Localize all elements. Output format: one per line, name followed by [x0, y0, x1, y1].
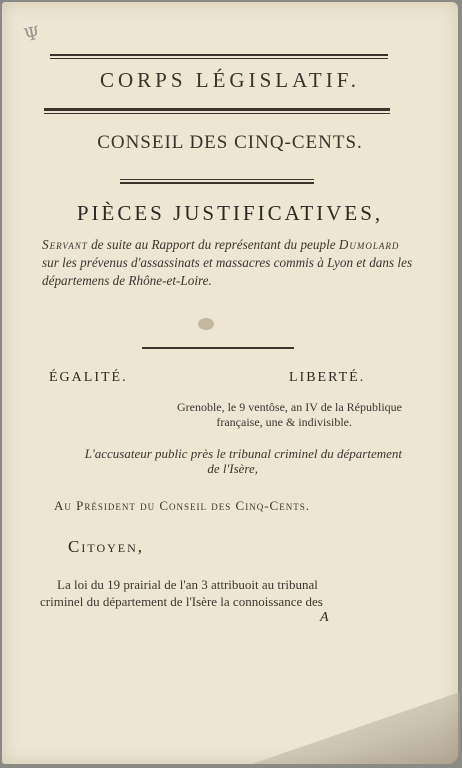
folded-corner	[252, 692, 460, 764]
document-page	[2, 2, 458, 764]
addressee: Au Président du Conseil des Cinq-Cents.	[54, 498, 310, 513]
date-line-1: Grenoble, le 9 ventôse, an IV de la République	[176, 400, 402, 414]
accuser-line-1: L'accusateur public près le tribunal criminel du département	[84, 446, 402, 461]
council-heading: CONSEIL DES CINQ-CENTS.	[97, 132, 363, 153]
motto-egalite: ÉGALITÉ.	[49, 370, 128, 385]
ink-stain	[198, 318, 214, 330]
subtitle-part2: sur les prévenus d'assassinats et massacres commis à Lyon et dans les départemens de Rhône-et-Loire.	[42, 255, 413, 288]
header-top-rule	[50, 54, 388, 56]
subtitle-lead: Servant	[42, 237, 88, 252]
council-rule	[120, 179, 314, 180]
corps-legislatif-heading: CORPS LÉGISLATIF.	[99, 68, 360, 92]
section-rule	[142, 347, 294, 349]
header-bottom-rule	[44, 108, 390, 111]
body-line-2: criminel du département de l'Isère la connoissance des	[40, 594, 323, 609]
body-line-1: La loi du 19 prairial de l'an 3 attribuoit au tribunal	[57, 577, 318, 592]
council-rule-thick	[120, 182, 314, 184]
motto-liberte: LIBERTÉ.	[289, 370, 366, 385]
signature-mark: A	[320, 610, 329, 625]
date-line-2: française, une & indivisible.	[216, 415, 352, 429]
accuser-line-2: de l'Isère,	[207, 461, 258, 476]
salutation: Citoyen,	[68, 537, 145, 556]
subtitle-paragraph	[42, 236, 414, 290]
subtitle-name: Dumolard	[338, 237, 400, 252]
document-title: PIÈCES JUSTIFICATIVES,	[76, 201, 384, 225]
header-bottom-rule-thin	[44, 113, 390, 114]
header-top-rule-thin	[50, 58, 388, 59]
handwritten-corner-mark: Ψ	[21, 22, 42, 47]
subtitle-part1: de suite au Rapport du représentant du peuple	[87, 237, 339, 252]
